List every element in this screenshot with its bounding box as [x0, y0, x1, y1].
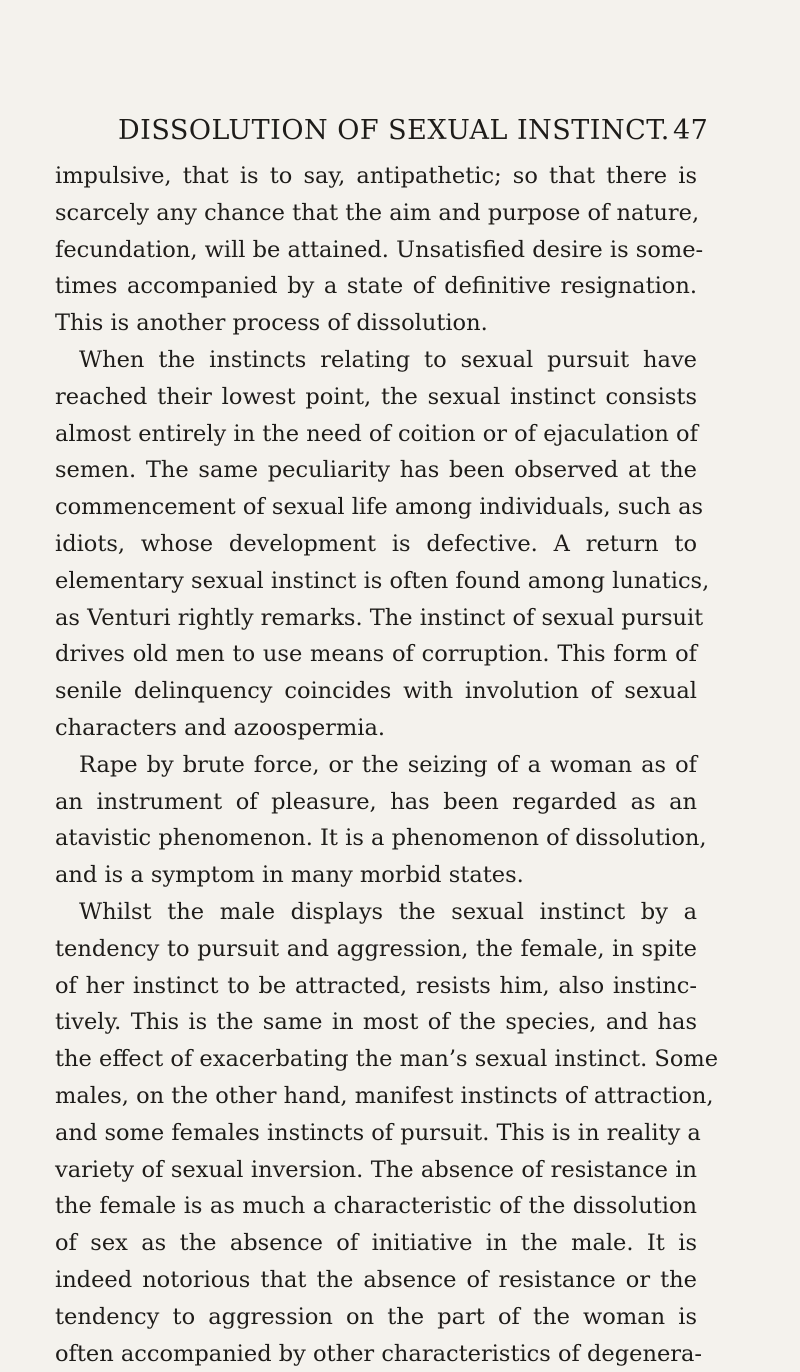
page-number: 47 [673, 115, 708, 146]
text-line: males, on the other hand, manifest instincts of attraction, [55, 1078, 697, 1115]
text-line: atavistic phenomenon. It is a phenomenon of dissolution, [55, 820, 697, 857]
text-line: elementary sexual instinct is often found among lunatics, [55, 563, 697, 600]
text-line: tively. This is the same in most of the species, and has [55, 1004, 697, 1041]
text-line: characters and azoospermia. [55, 710, 697, 747]
text-line: often accompanied by other characteristics of degenera- [55, 1336, 697, 1372]
text-line: almost entirely in the need of coition or of ejaculation of [55, 416, 697, 453]
text-line: semen. The same peculiarity has been observed at the [55, 452, 697, 489]
body-text [55, 158, 697, 1372]
text-line: and some females instincts of pursuit. This is in reality a [55, 1115, 697, 1152]
text-line: indeed notorious that the absence of resistance or the [55, 1262, 697, 1299]
text-line: variety of sexual inversion. The absence of resistance in [55, 1152, 697, 1189]
text-line: the effect of exacerbating the man’s sexual instinct. Some [55, 1041, 697, 1078]
text-line: tendency to aggression on the part of the woman is [55, 1299, 697, 1336]
text-line: This is another process of dissolution. [55, 305, 697, 342]
paragraph [55, 158, 697, 342]
text-line: tendency to pursuit and aggression, the female, in spite [55, 931, 697, 968]
running-head [118, 115, 718, 155]
text-line: the female is as much a characteristic of the dissolution [55, 1188, 697, 1225]
text-line: and is a symptom in many morbid states. [55, 857, 697, 894]
paragraph [55, 342, 697, 747]
paragraph [55, 747, 697, 894]
text-line: reached their lowest point, the sexual instinct consists [55, 379, 697, 416]
text-line: times accompanied by a state of definitive resignation. [55, 268, 697, 305]
paragraph [55, 894, 697, 1372]
text-line: impulsive, that is to say, antipathetic; so that there is [55, 158, 697, 195]
text-line: When the instincts relating to sexual pursuit have [55, 342, 697, 379]
text-line: scarcely any chance that the aim and purpose of nature, [55, 195, 697, 232]
text-line: of sex as the absence of initiative in the male. It is [55, 1225, 697, 1262]
text-line: of her instinct to be attracted, resists him, also instinc- [55, 968, 697, 1005]
text-line: Whilst the male displays the sexual instinct by a [55, 894, 697, 931]
text-line: idiots, whose development is defective. A return to [55, 526, 697, 563]
text-line: as Venturi rightly remarks. The instinct of sexual pursuit [55, 600, 697, 637]
text-line: fecundation, will be attained. Unsatisfied desire is some- [55, 232, 697, 269]
text-line: an instrument of pleasure, has been regarded as an [55, 784, 697, 821]
text-line: drives old men to use means of corruption. This form of [55, 636, 697, 673]
chapter-title: DISSOLUTION OF SEXUAL INSTINCT. [118, 115, 670, 146]
text-line: senile delinquency coincides with involution of sexual [55, 673, 697, 710]
text-line: Rape by brute force, or the seizing of a woman as of [55, 747, 697, 784]
text-line: commencement of sexual life among individuals, such as [55, 489, 697, 526]
